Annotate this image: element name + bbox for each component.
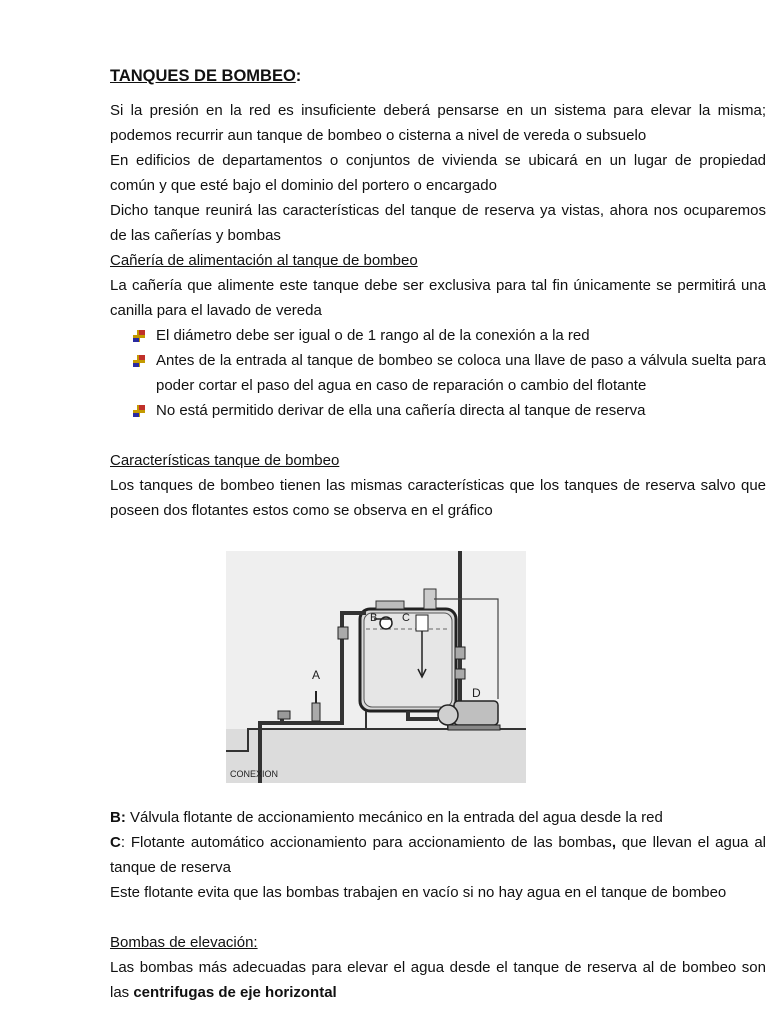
lower-section bbox=[110, 805, 766, 1005]
paragraph-2: En edificios de departamentos o conjuntos de vivienda se ubicará en un lugar de propiedad común y que esté bajo el dominio del portero o encargado bbox=[110, 152, 766, 194]
inlet-valve bbox=[338, 627, 348, 639]
subheading-bombas: Bombas de elevación: bbox=[110, 934, 258, 951]
label-b: B bbox=[370, 612, 378, 624]
tank-lid bbox=[376, 601, 404, 609]
label-d: D bbox=[472, 686, 481, 700]
spacer bbox=[110, 423, 766, 448]
pump-motor bbox=[454, 701, 498, 725]
c-label: C bbox=[110, 834, 121, 851]
bullet-icon bbox=[132, 354, 146, 368]
label-c: C bbox=[402, 612, 410, 624]
float-c bbox=[416, 615, 428, 631]
pump-tank-diagram bbox=[226, 551, 526, 783]
label-a: A bbox=[312, 668, 321, 682]
c-text-1: : Flotante automático accionamiento para accionamiento de las bombas bbox=[120, 834, 612, 851]
check-valve bbox=[455, 647, 465, 659]
list-item bbox=[132, 323, 766, 348]
subheading-caracteristicas: Características tanque de bombeo bbox=[110, 452, 340, 469]
b-label: B: bbox=[110, 809, 126, 826]
paragraph-7 bbox=[110, 955, 766, 1005]
paragraph-5: Los tanques de bombeo tienen las mismas características que los tanques de reserva salvo que poseen dos flotantes estos como se observa en el gráfico bbox=[110, 477, 766, 519]
title-text: TANQUES DE BOMBEO bbox=[110, 67, 296, 85]
diagram-svg bbox=[226, 551, 526, 783]
valve-a bbox=[312, 703, 320, 721]
bullet-icon bbox=[132, 329, 146, 343]
bullet-list bbox=[110, 323, 766, 423]
document-page bbox=[110, 64, 766, 523]
p7-bold: centrifugas de eje horizontal bbox=[133, 984, 337, 1001]
paragraph-6: Este flotante evita que las bombas trabajen en vacío si no hay agua en el tanque de bombeo bbox=[110, 884, 727, 901]
gate-valve bbox=[455, 669, 465, 679]
c-text-2: que llevan el agua al tanque de reserva bbox=[110, 834, 766, 876]
paragraph-b bbox=[110, 805, 766, 830]
bullet-text: Antes de la entrada al tanque de bombeo se coloca una llave de paso a válvula suelta para poder cortar el paso del agua en caso de reparación o cambio del flotante bbox=[156, 352, 766, 394]
paragraph-4: La cañería que alimente este tanque debe ser exclusiva para tal fin únicamente se permitirá una canilla para el lavado de vereda bbox=[110, 277, 766, 319]
bullet-text: El diámetro debe ser igual o de 1 rango al de la conexión a la red bbox=[156, 327, 590, 344]
tank-inner bbox=[364, 613, 452, 707]
paragraph-3: Dicho tanque reunirá las características del tanque de reserva ya vistas, ahora nos ocuparemos de las cañerías y bombas bbox=[110, 202, 766, 244]
page-title bbox=[110, 64, 766, 88]
subheading-alimentacion: Cañería de alimentación al tanque de bombeo bbox=[110, 252, 418, 269]
title-colon: : bbox=[295, 67, 302, 85]
p7-text: Las bombas más adecuadas para elevar el agua desde el tanque de reserva al de bombeo son las bbox=[110, 959, 766, 1001]
b-text: Válvula flotante de accionamiento mecánico en la entrada del agua desde la red bbox=[125, 809, 663, 826]
pump-base bbox=[448, 725, 500, 730]
list-item bbox=[132, 348, 766, 398]
bullet-text: No está permitido derivar de ella una cañería directa al tanque de reserva bbox=[156, 402, 646, 419]
c-comma: , bbox=[611, 834, 616, 851]
spacer bbox=[110, 905, 766, 930]
valve-a-small bbox=[278, 711, 290, 719]
paragraph-c bbox=[110, 830, 766, 880]
list-item bbox=[132, 398, 766, 423]
label-conexion: CONEXION bbox=[230, 769, 279, 779]
paragraph-1-line-1: Si la presión en la red es insuficiente deberá pensarse en un sistema para elevar la misma; bbox=[110, 102, 766, 119]
pump-body bbox=[438, 705, 458, 725]
paragraph-1-line-2: podemos recurrir aun tanque de bombeo o cisterna a nivel de vereda o subsuelo bbox=[110, 127, 647, 144]
bullet-icon bbox=[132, 404, 146, 418]
